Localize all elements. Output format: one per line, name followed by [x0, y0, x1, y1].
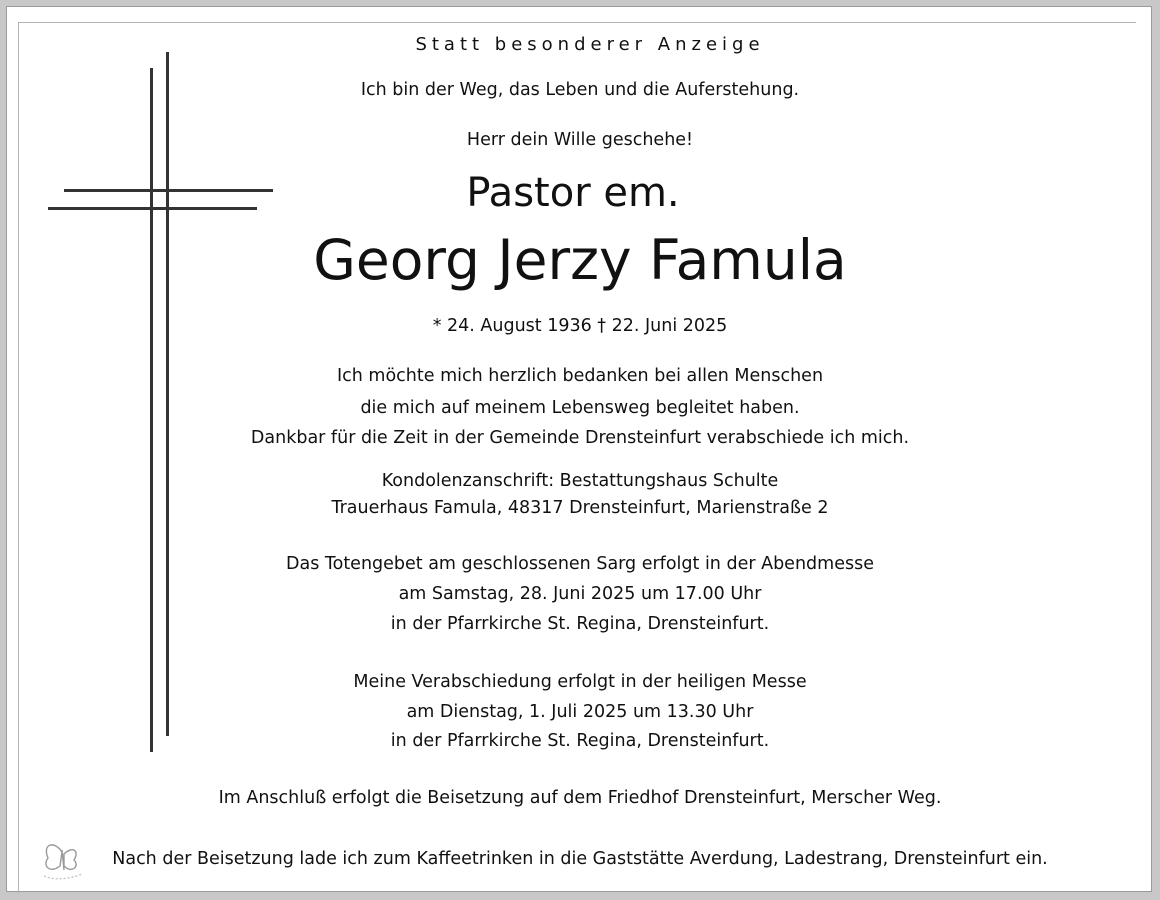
- prayer-service-line-1: Das Totengebet am geschlossenen Sarg erfolgt in der Abendmesse: [286, 554, 874, 574]
- farewell-line-2: am Dienstag, 1. Juli 2025 um 13.30 Uhr: [406, 702, 754, 722]
- prayer-service-line-3: in der Pfarrkirche St. Regina, Drensteinfurt.: [390, 614, 770, 634]
- header-text: Statt besonderer Anzeige: [415, 34, 765, 55]
- thanks-line-2: die mich auf meinem Lebensweg begleitet haben.: [360, 398, 800, 418]
- condolence-line-1: Kondolenzanschrift: Bestattungshaus Schulte: [381, 471, 779, 491]
- verse-text: Ich bin der Weg, das Leben und die Auferstehung.: [360, 80, 800, 100]
- thanks-line-1: Ich möchte mich herzlich bedanken bei allen Menschen: [336, 366, 824, 386]
- farewell-line-1: Meine Verabschiedung erfolgt in der heiligen Messe: [353, 672, 807, 692]
- thanks-line-3: Dankbar für die Zeit in der Gemeinde Drensteinfurt verabschiede ich mich.: [250, 428, 910, 448]
- prayer-text: Herr dein Wille geschehe!: [466, 130, 694, 150]
- burial-text: Im Anschluß erfolgt die Beisetzung auf dem Friedhof Drensteinfurt, Merscher Weg.: [218, 788, 942, 808]
- dates-text: * 24. August 1936 † 22. Juni 2025: [432, 316, 728, 336]
- prayer-service-line-2: am Samstag, 28. Juni 2025 um 17.00 Uhr: [398, 584, 762, 604]
- farewell-line-3: in der Pfarrkirche St. Regina, Drensteinfurt.: [390, 731, 770, 751]
- deceased-name: Georg Jerzy Famula: [313, 228, 847, 292]
- title-text: Pastor em.: [466, 170, 680, 216]
- coffee-text: Nach der Beisetzung lade ich zum Kaffeetrinken in die Gaststätte Averdung, Ladestrang, Drensteinfurt ein.: [112, 849, 1048, 869]
- condolence-line-2: Trauerhaus Famula, 48317 Drensteinfurt, Marienstraße 2: [331, 498, 829, 518]
- butterfly-icon: [38, 836, 88, 886]
